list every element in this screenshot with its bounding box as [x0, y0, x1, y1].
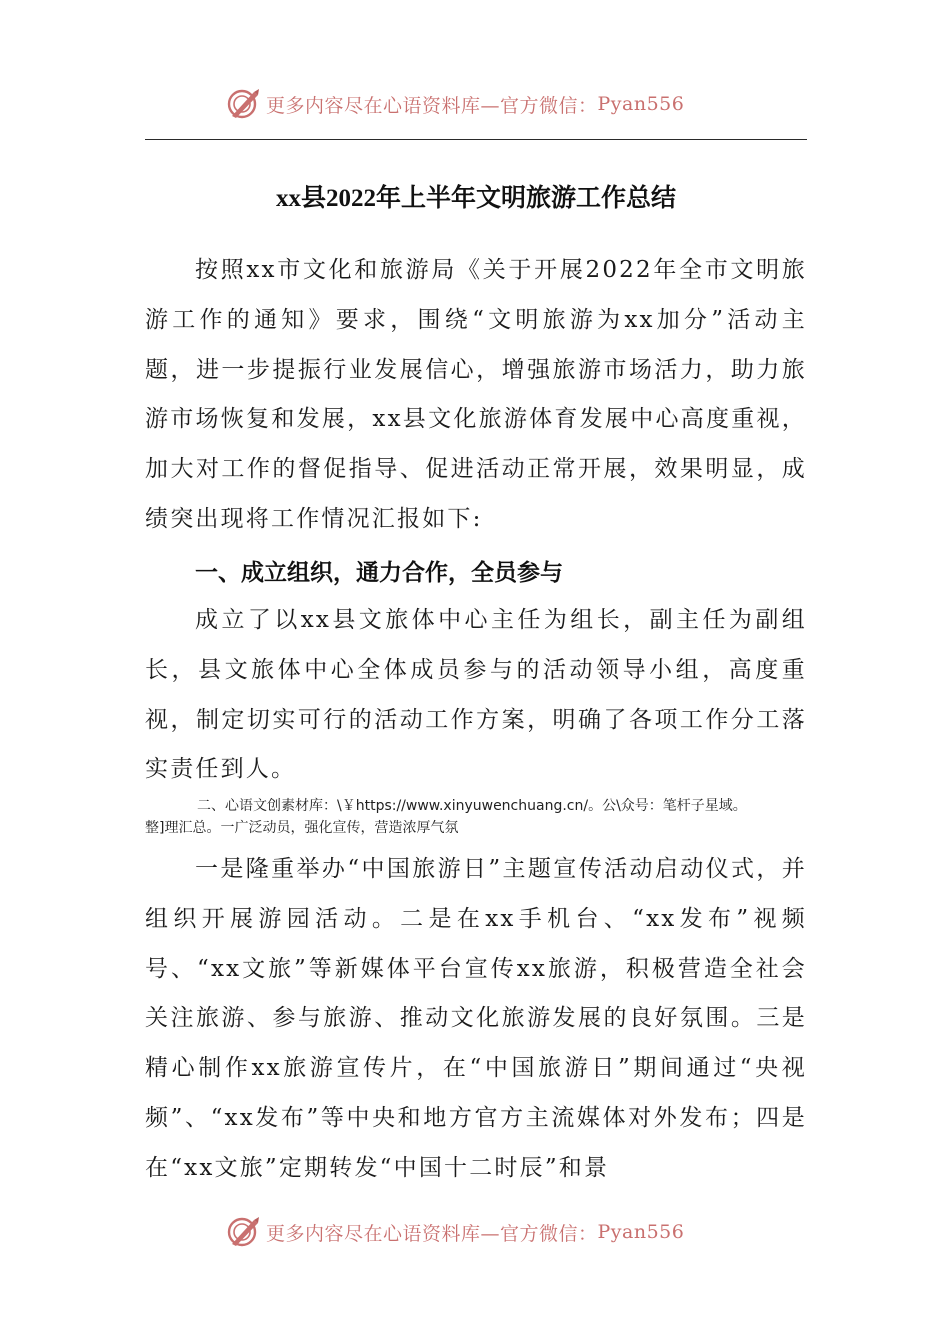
note-line-2: 整]理汇总。一广泛动员，强化宣传，营造浓厚气氛: [145, 820, 459, 836]
section2-paragraph: 一是隆重举办“中国旅游日”主题宣传活动启动仪式，并组织开展游园活动。二是在xx手机台、“xx发布”视频号、“xx文旅”等新媒体平台宣传xx旅游，积极营造全社会关注旅游、参与旅游、推动文化旅游发展的良好氛围。三是精心制作xx旅游宣传片，在“中国旅游日”期间通过“央视频”、“xx发布”等中央和地方官方主流媒体对外发布；四是在“xx文旅”定期转发“中国十二时辰”和景: [145, 856, 807, 1181]
section1-heading: 一、成立组织，通力合作，全员参与: [195, 560, 563, 586]
inserted-note: [145, 795, 825, 839]
intro-paragraph: 按照xx市文化和旅游局《关于开展2022年全市文明旅游工作的通知》要求，围绕“文明旅游为xx加分”活动主题，进一步提振行业发展信心，增强旅游市场活力，助力旅游市场恢复和发展，xx县文化旅游体育发展中心高度重视，加大对工作的督促指导、促进活动正常开展，效果明显，成绩突出现将工作情况汇报如下:: [145, 257, 807, 532]
header-divider: [145, 139, 807, 140]
banner-text: 更多内容尽在心语资料库—官方微信：: [266, 1222, 598, 1245]
section1-paragraph: 成立了以xx县文旅体中心主任为组长，副主任为副组长，县文旅体中心全体成员参与的活动领导小组，高度重视，制定切实可行的活动工作方案，明确了各项工作分工落实责任到人。: [145, 607, 807, 783]
banner-text: 更多内容尽在心语资料库—官方微信：: [266, 94, 598, 117]
banner-wechat-id: Pyan556: [597, 93, 685, 115]
document-title: xx县2022年上半年文明旅游工作总结: [275, 185, 676, 212]
note-line-1: 二、心语文创素材库：\￥https://www.xinyuwenchuang.cn/。公\众号：笔杆子星域。: [197, 798, 747, 814]
header-watermark-banner: [0, 78, 950, 128]
banner-wechat-id: Pyan556: [597, 1221, 685, 1243]
footer-watermark-banner: [0, 1206, 950, 1256]
pen-logo-icon: [226, 86, 262, 122]
pen-logo-icon: [226, 1214, 262, 1250]
